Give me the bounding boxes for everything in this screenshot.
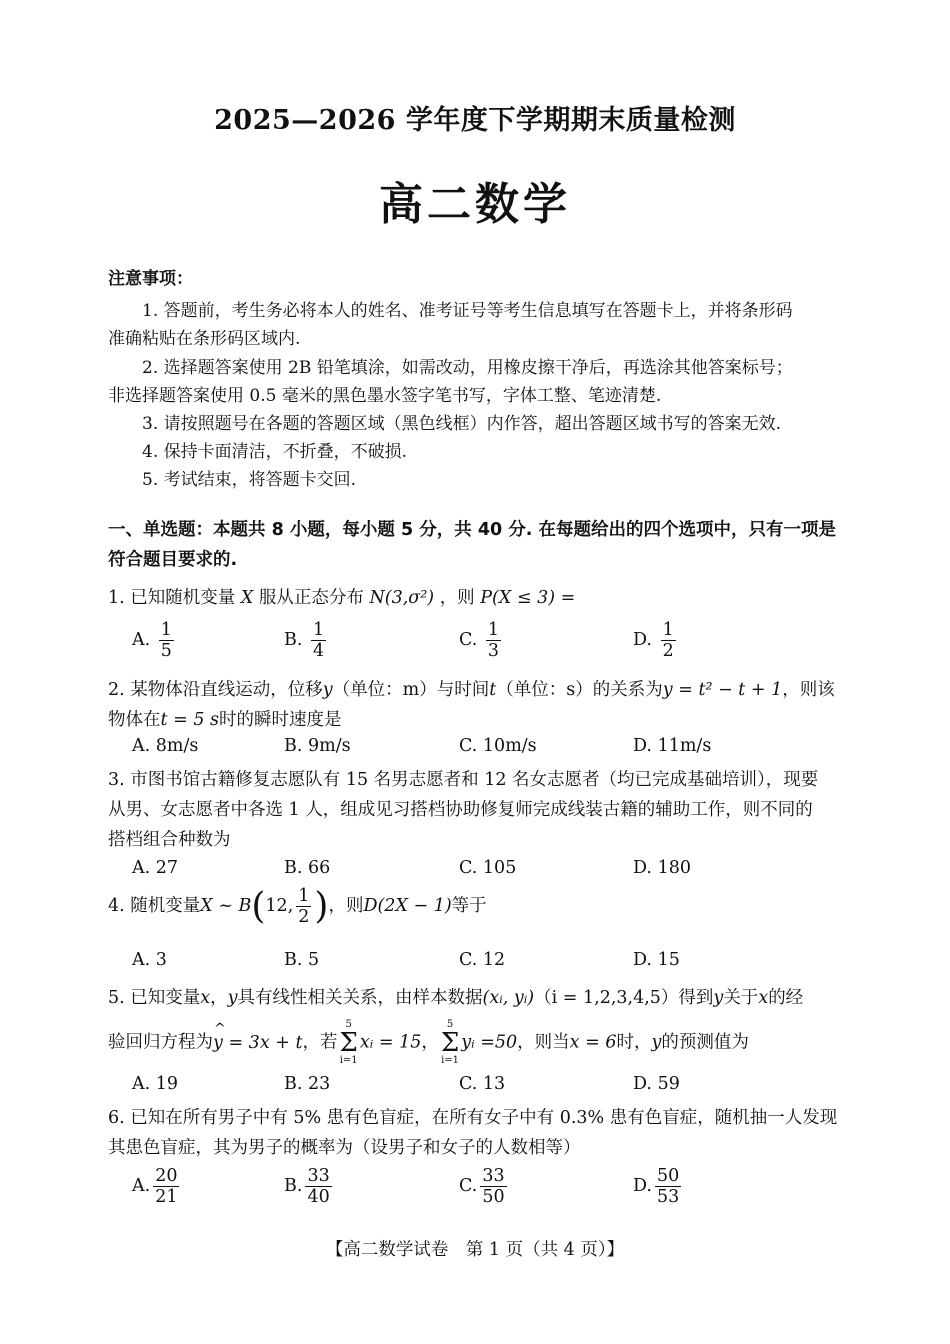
q1-var: X [240,588,254,608]
q1-text-mid2: ，则 [439,588,475,608]
fraction: $\frac{1}{3}$ [487,620,500,662]
q4-option-a[interactable]: A. 3 [132,950,167,970]
notice-line-2b: 非选择题答案使用 0.5 毫米的黑色墨水签字笔书写，字体工整、笔迹清楚. [108,386,662,406]
question-6-stem: 6. 已知在所有男子中有 5% 患有色盲症，在所有女子中有 0.3% 患有色盲症，随机抽一人发现 [108,1108,838,1128]
section-heading: 一、单选题：本题共 8 小题，每小题 5 分，共 40 分. 在每题给出的四个选项中，只有一项是 [108,520,836,540]
notice-line-1b: 准确粘贴在条形码区域内. [108,329,301,349]
question-2-stem-cont: 物体在t = 5 s时的瞬时速度是 [108,710,342,730]
q1-option-c[interactable]: C. $\frac{1}{3}$ [459,620,500,662]
q1-option-b[interactable]: B. $\frac{1}{4}$ [284,620,325,662]
fraction: $\frac{1}{2}$ [662,620,674,662]
question-3-stem-cont2: 搭档组合种数为 [108,830,231,850]
section-heading-cont: 符合题目要求的. [108,550,238,570]
question-4-stem: 4. 随机变量X ~ B(12, $\frac{1}{2}$ )，则D(2X − 1)等于 [108,886,487,928]
question-6-stem-cont: 其患色盲症，其为男子的概率为（设男子和女子的人数相等） [108,1138,581,1158]
q1-option-a[interactable]: A. $\frac{1}{5}$ [132,620,172,662]
q1-text: 1. 已知随机变量 [108,588,236,608]
fraction: $\frac{33}{50}$ [482,1166,505,1208]
question-3-stem: 3. 市图书馆古籍修复志愿队有 15 名男志愿者和 12 名女志愿者（均已完成基础培训），现要 [108,770,819,790]
sum-symbol: 5 Σ i=1 [339,1019,358,1066]
q2-formula: y = t² − t + 1 [662,680,783,700]
q5-option-c[interactable]: C. 13 [459,1074,506,1094]
q6-option-b[interactable]: B. $\frac{33}{40}$ [284,1166,330,1208]
question-3-stem-cont: 从男、女志愿者中各选 1 人，组成见习搭档协助修复师完成线装古籍的辅助工作，则不同的 [108,800,813,820]
question-1-stem [108,584,575,609]
q1-expression: P(X ≤ 3) = [480,588,576,608]
notice-line-1: 1. 答题前，考生务必将本人的姓名、准考证号等考生信息填写在答题卡上，并将条形码 [142,301,793,321]
q3-option-d[interactable]: D. 180 [633,858,691,878]
q4-option-d[interactable]: D. 15 [633,950,680,970]
q6-option-c[interactable]: C. $\frac{33}{50}$ [459,1166,505,1208]
question-5-stem-cont: 验回归方程为^ y = 3x + t，若 5 Σ i=1 xᵢ = 15， 5 Σ i=1 yᵢ =50，则当x = 6时，y的预测值为 [108,1020,749,1066]
question-5-stem: 5. 已知变量x，y具有线性相关关系，由样本数据(xᵢ, yᵢ)（i = 1,2,3,4,5）得到y关于x的经 [108,988,804,1008]
q5-option-d[interactable]: D. 59 [633,1074,680,1094]
q2-option-b[interactable]: B. 9m/s [284,736,351,756]
q2-option-d[interactable]: D. 11m/s [633,736,712,756]
fraction: $\frac{20}{21}$ [155,1166,178,1208]
q4-option-c[interactable]: C. 12 [459,950,506,970]
notice-title: 注意事项： [108,269,193,289]
q1-distribution: N(3,σ²) [369,588,435,608]
sum-symbol: 5 Σ i=1 [440,1019,460,1066]
q3-option-b[interactable]: B. 66 [284,858,331,878]
q3-option-a[interactable]: A. 27 [132,858,179,878]
q6-option-d[interactable]: D. $\frac{50}{53}$ [633,1166,680,1208]
q6-option-a[interactable]: A. $\frac{20}{21}$ [132,1166,178,1208]
exam-title: 2025—2026 学年度下学期期末质量检测 [214,105,736,136]
fraction: $\frac{50}{53}$ [656,1166,680,1208]
notice-line-3: 3. 请按照题号在各题的答题区域（黑色线框）内作答，超出答题区域书写的答案无效. [142,414,782,434]
regression-equation: ^ y = 3x + t [213,1033,303,1053]
q2-option-a[interactable]: A. 8m/s [132,736,199,756]
q2-option-c[interactable]: C. 10m/s [459,736,537,756]
q3-option-c[interactable]: C. 105 [459,858,517,878]
q1-option-d[interactable]: D. $\frac{1}{2}$ [633,620,674,662]
q4-option-b[interactable]: B. 5 [284,950,320,970]
notice-line-2: 2. 选择题答案使用 2B 铅笔填涂，如需改动，用橡皮擦干净后，再选涂其他答案标号； [142,358,793,378]
fraction: $\frac{1}{2}$ [298,886,310,928]
fraction: $\frac{33}{40}$ [307,1166,330,1208]
question-2-stem: 2. 某物体沿直线运动，位移y（单位：m）与时间t（单位：s）的关系为y = t² − t + 1，则该 [108,680,835,700]
notice-line-5: 5. 考试结束，将答题卡交回. [142,470,357,490]
notice-line-4: 4. 保持卡面清洁，不折叠，不破损. [142,442,408,462]
fraction: $\frac{1}{5}$ [160,620,172,662]
page-footer: 【高二数学试卷 第 1 页（共 4 页）】 [325,1240,625,1260]
fraction: $\frac{1}{4}$ [313,620,325,662]
q1-text-mid: 服从正态分布 [258,588,364,608]
q5-option-b[interactable]: B. 23 [284,1074,331,1094]
subject-title: 高二数学 [379,179,571,230]
q5-option-a[interactable]: A. 19 [132,1074,179,1094]
